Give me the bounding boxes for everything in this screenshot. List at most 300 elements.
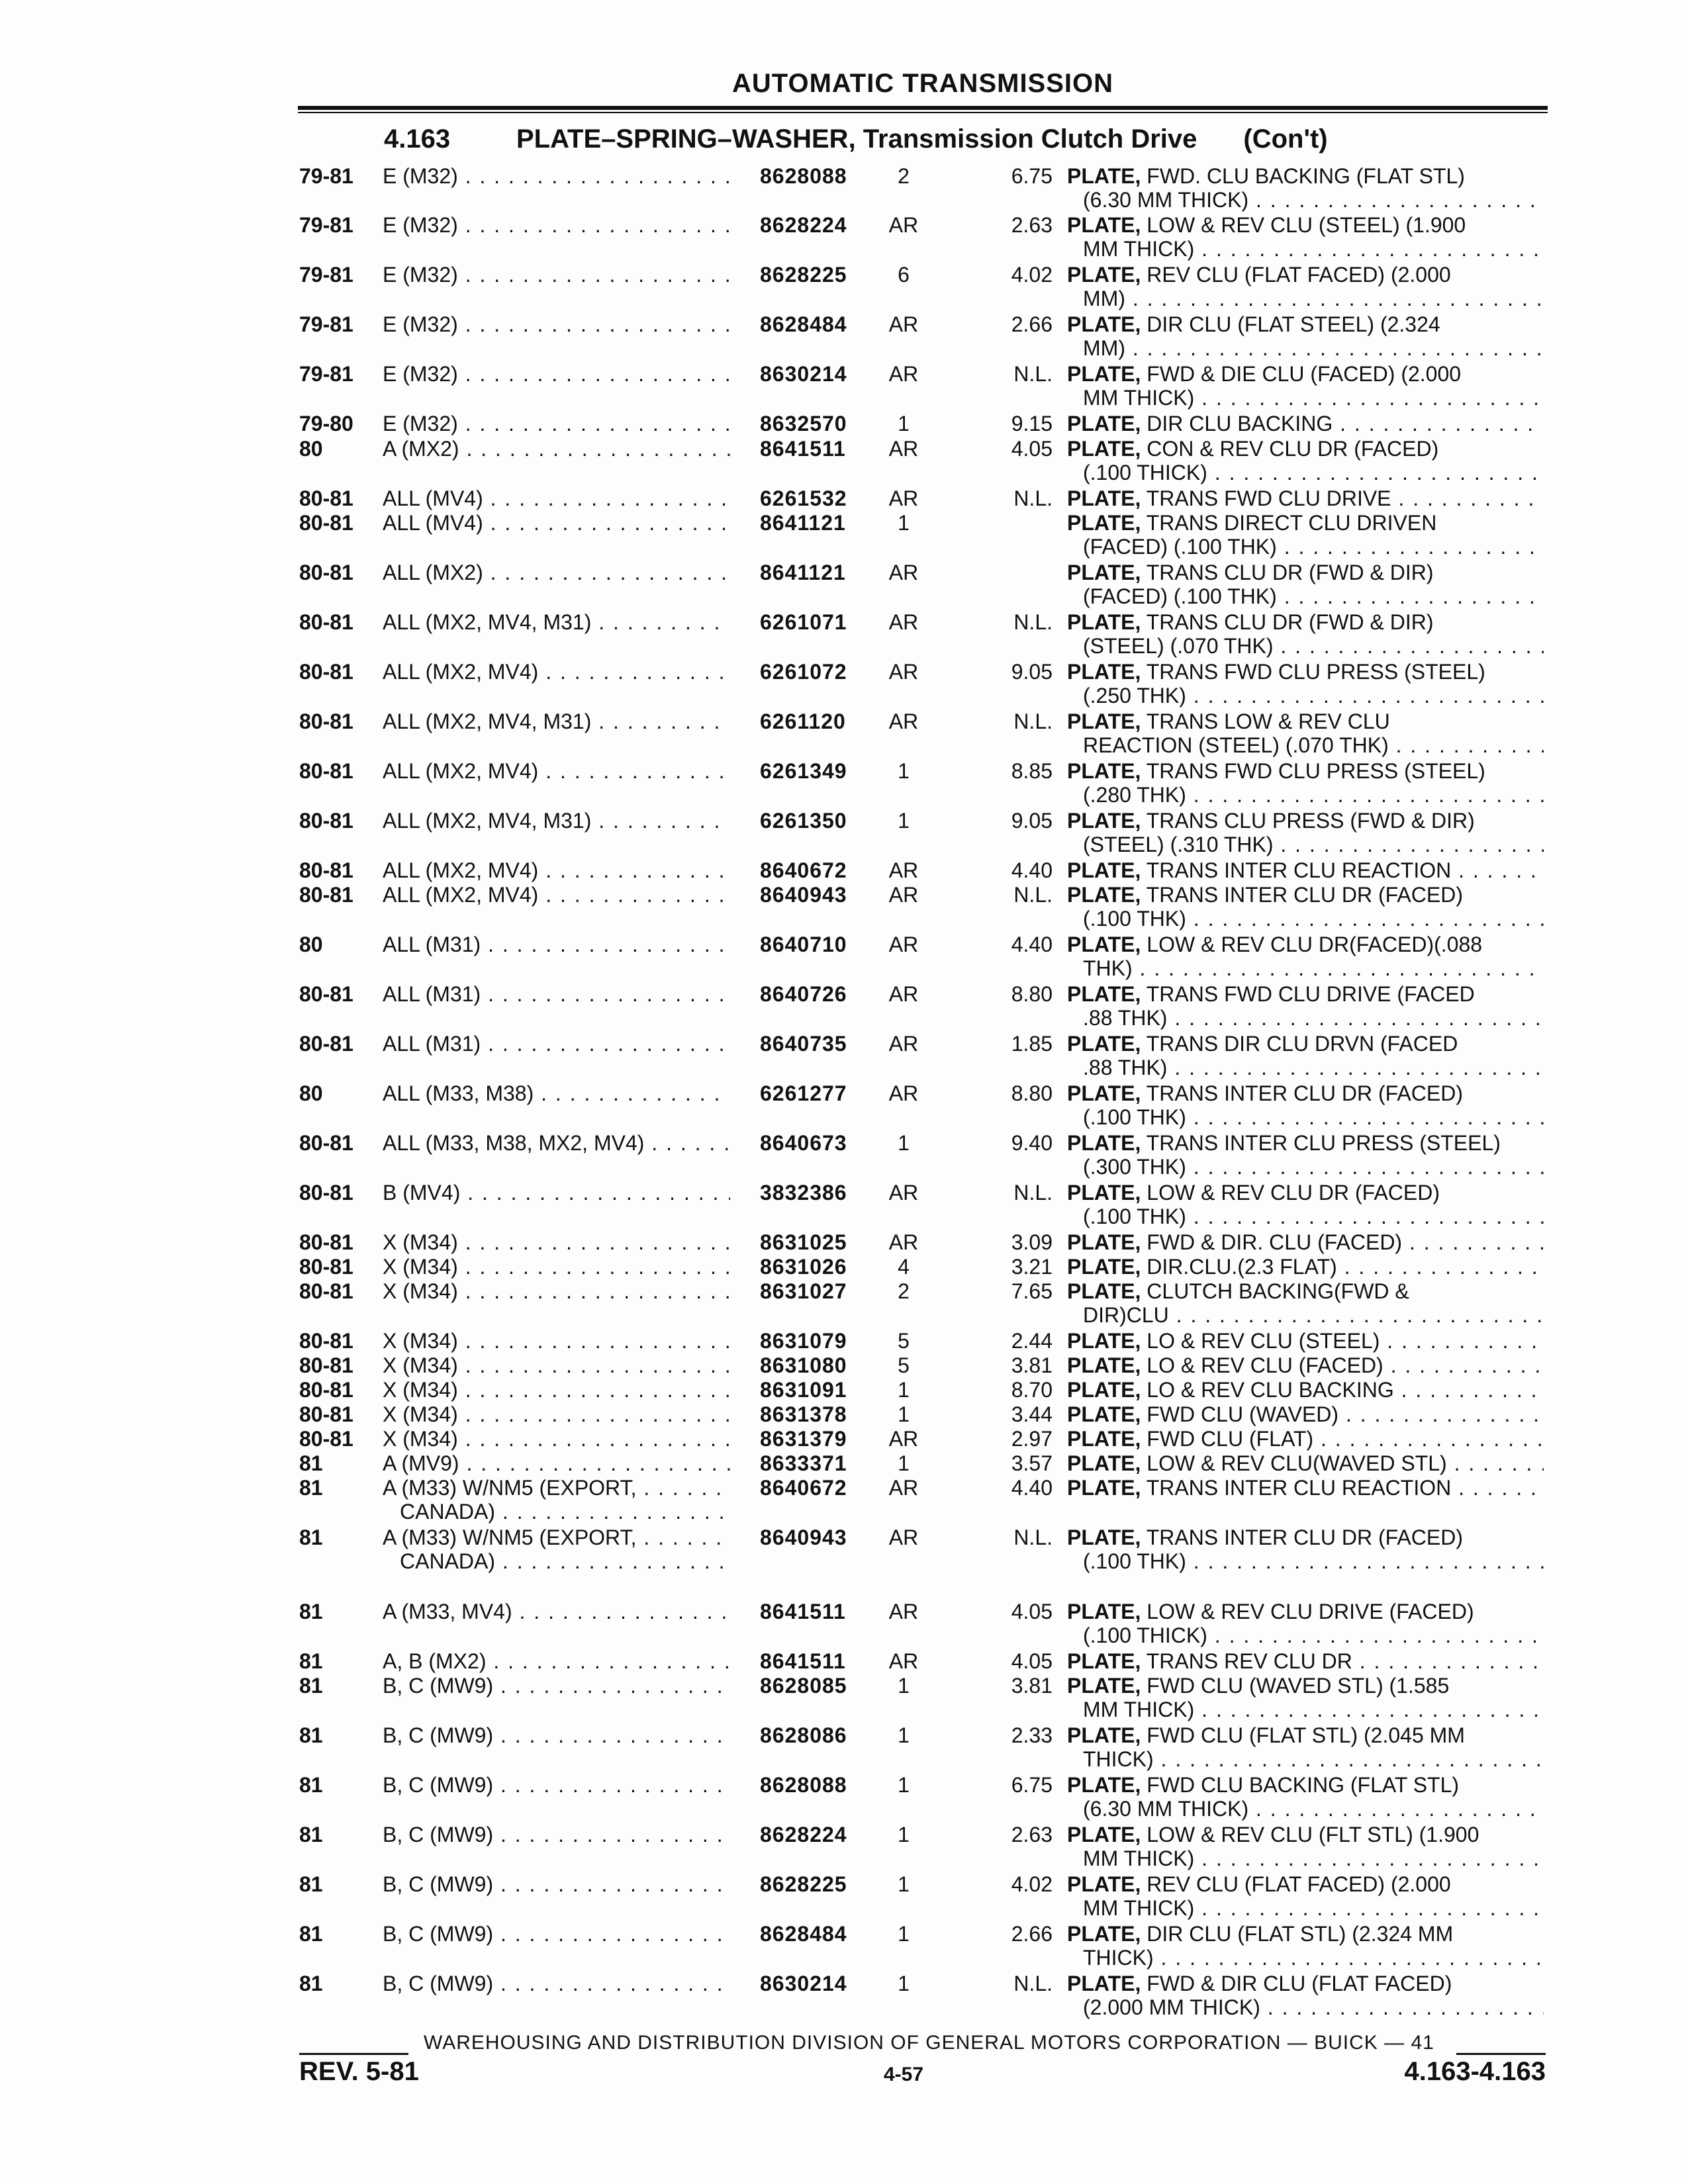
model-applicability: A (MV9) . . . bbox=[383, 1451, 730, 1475]
list-item bbox=[0, 1823, 1688, 1870]
description-line: PLATE, CLUTCH BACKING(FWD & bbox=[1067, 1279, 1409, 1303]
quantity: AR bbox=[888, 1081, 919, 1105]
part-number: 8640943 bbox=[760, 883, 847, 907]
description-line: PLATE, LOW & REV CLU (STEEL) (1.900 bbox=[1067, 213, 1466, 237]
model-year: 80-81 bbox=[299, 982, 353, 1006]
part-number: 8641511 bbox=[760, 1649, 846, 1673]
description-line: PLATE, LOW & REV CLU DRIVE (FACED) bbox=[1067, 1600, 1474, 1623]
model-year: 79-80 bbox=[299, 412, 353, 435]
model-applicability: B, C (MW9) . . . bbox=[383, 1972, 730, 1995]
price: 8.70 bbox=[1011, 1378, 1053, 1402]
description-line-cont: (FACED) (.100 THK) . . . bbox=[1067, 584, 1544, 608]
part-description bbox=[1067, 1279, 1544, 1327]
description-line-cont: (.100 THK) . . . bbox=[1067, 1549, 1544, 1573]
price: 9.05 bbox=[1011, 809, 1053, 833]
model-applicability: ALL (MX2, MV4) . . . bbox=[383, 883, 730, 907]
description-line: PLATE, TRANS INTER CLU REACTION . . . bbox=[1067, 858, 1544, 882]
part-number: 8633371 bbox=[760, 1451, 847, 1475]
model-year: 79-81 bbox=[299, 213, 353, 237]
list-item bbox=[0, 1279, 1688, 1327]
part-description bbox=[1067, 660, 1544, 707]
model-applicability: ALL (MX2, MV4) . . . bbox=[383, 759, 730, 783]
part-number: 6261350 bbox=[760, 809, 847, 833]
model-applicability: E (M32) . . . bbox=[383, 263, 730, 287]
description-line: PLATE, TRANS INTER CLU PRESS (STEEL) bbox=[1067, 1131, 1501, 1155]
price: 3.09 bbox=[1011, 1230, 1053, 1254]
model-year: 80-81 bbox=[299, 1181, 353, 1205]
part-description bbox=[1067, 1402, 1544, 1426]
model-year: 80-81 bbox=[299, 610, 353, 634]
description-line-cont: (.100 THK) . . . bbox=[1067, 907, 1544, 931]
description-line: PLATE, CON & REV CLU DR (FACED) bbox=[1067, 437, 1439, 461]
part-description bbox=[1067, 1649, 1544, 1673]
price: 2.66 bbox=[1011, 312, 1053, 336]
part-number: 8628484 bbox=[760, 312, 847, 336]
quantity: 1 bbox=[898, 1823, 910, 1846]
quantity: AR bbox=[888, 709, 919, 733]
description-line-cont: DIR)CLU . . . bbox=[1067, 1303, 1544, 1327]
part-description bbox=[1067, 362, 1544, 410]
quantity: AR bbox=[888, 486, 919, 510]
list-item bbox=[0, 1032, 1688, 1079]
quantity: 6 bbox=[898, 263, 910, 287]
description-line: PLATE, LOW & REV CLU DR(FACED)(.088 bbox=[1067, 933, 1483, 956]
description-line: PLATE, LOW & REV CLU(WAVED STL) . . . bbox=[1067, 1451, 1544, 1475]
part-description bbox=[1067, 1600, 1544, 1647]
list-item bbox=[0, 1972, 1688, 2019]
description-line-cont: (FACED) (.100 THK) . . . bbox=[1067, 535, 1544, 559]
description-line: PLATE, TRANS CLU DR (FWD & DIR) bbox=[1067, 561, 1434, 584]
description-line-cont: (STEEL) (.310 THK) . . . bbox=[1067, 833, 1544, 856]
description-line: PLATE, FWD & DIR CLU (FLAT FACED) bbox=[1067, 1972, 1452, 1995]
part-number: 8628225 bbox=[760, 1872, 847, 1896]
part-description bbox=[1067, 263, 1544, 310]
price: 3.44 bbox=[1011, 1402, 1053, 1426]
price: 2.66 bbox=[1011, 1922, 1053, 1946]
price: 3.81 bbox=[1011, 1674, 1053, 1698]
quantity: AR bbox=[888, 1032, 919, 1056]
price: 2.33 bbox=[1011, 1723, 1053, 1747]
part-number: 8631079 bbox=[760, 1329, 847, 1353]
quantity: 1 bbox=[898, 1451, 910, 1475]
revision-label: REV. 5-81 bbox=[299, 2057, 419, 2086]
part-description bbox=[1067, 809, 1544, 856]
quantity: 1 bbox=[898, 1131, 910, 1155]
model-year: 80 bbox=[299, 437, 323, 461]
part-number: 8628088 bbox=[760, 1773, 847, 1797]
part-number: 8640726 bbox=[760, 982, 847, 1006]
part-number: 8631080 bbox=[760, 1353, 847, 1377]
model-applicability: B, C (MW9) . . . bbox=[383, 1922, 730, 1946]
description-line: PLATE, LO & REV CLU (STEEL) . . . bbox=[1067, 1329, 1544, 1353]
quantity: 1 bbox=[898, 809, 910, 833]
model-year: 79-81 bbox=[299, 362, 353, 386]
price: N.L. bbox=[1013, 1525, 1053, 1549]
model-year: 79-81 bbox=[299, 164, 353, 188]
model-applicability: A (MX2) . . . bbox=[383, 437, 730, 461]
description-line: PLATE, FWD CLU (FLAT STL) (2.045 MM bbox=[1067, 1723, 1465, 1747]
description-line: PLATE, TRANS INTER CLU DR (FACED) bbox=[1067, 1525, 1463, 1549]
part-description bbox=[1067, 511, 1544, 559]
quantity: 1 bbox=[898, 1773, 910, 1797]
list-item bbox=[0, 610, 1688, 658]
part-description bbox=[1067, 1872, 1544, 1920]
model-year: 80-81 bbox=[299, 1378, 353, 1402]
description-line-cont: (.280 THK) . . . bbox=[1067, 783, 1544, 807]
part-description bbox=[1067, 1131, 1544, 1179]
quantity: AR bbox=[888, 1600, 919, 1623]
quantity: AR bbox=[888, 1525, 919, 1549]
quantity: AR bbox=[888, 1230, 919, 1254]
description-line: PLATE, TRANS CLU PRESS (FWD & DIR) bbox=[1067, 809, 1475, 833]
part-number: 8632570 bbox=[760, 412, 847, 435]
price: N.L. bbox=[1013, 610, 1053, 634]
list-item bbox=[0, 933, 1688, 980]
description-line: PLATE, TRANS DIR CLU DRVN (FACED bbox=[1067, 1032, 1458, 1056]
quantity: 5 bbox=[898, 1329, 910, 1353]
description-line-cont: MM THICK) . . . bbox=[1067, 237, 1544, 261]
list-item bbox=[0, 263, 1688, 310]
model-applicability: B, C (MW9) . . . bbox=[383, 1773, 730, 1797]
model-year: 81 bbox=[299, 1525, 323, 1549]
model-year: 80-81 bbox=[299, 486, 353, 510]
part-number: 8640672 bbox=[760, 858, 847, 882]
quantity: AR bbox=[888, 933, 919, 956]
model-year: 81 bbox=[299, 1674, 323, 1698]
description-line: PLATE, TRANS FWD CLU DRIVE (FACED bbox=[1067, 982, 1475, 1006]
description-line: PLATE, TRANS CLU DR (FWD & DIR) bbox=[1067, 610, 1434, 634]
description-line: PLATE, TRANS DIRECT CLU DRIVEN bbox=[1067, 511, 1437, 535]
list-item bbox=[0, 1081, 1688, 1129]
price: 7.65 bbox=[1011, 1279, 1053, 1303]
description-line: PLATE, DIR.CLU.(2.3 FLAT) . . . bbox=[1067, 1255, 1544, 1279]
model-year: 81 bbox=[299, 1600, 323, 1623]
part-number: 8631026 bbox=[760, 1255, 847, 1279]
footer-rule-right bbox=[1456, 2053, 1546, 2055]
list-item bbox=[0, 660, 1688, 707]
model-year: 81 bbox=[299, 1922, 323, 1946]
part-description bbox=[1067, 1922, 1544, 1970]
model-applicability: B, C (MW9) . . . bbox=[383, 1823, 730, 1846]
list-item bbox=[0, 213, 1688, 261]
part-description bbox=[1067, 1972, 1544, 2019]
price: 1.85 bbox=[1011, 1032, 1053, 1056]
price: 2.63 bbox=[1011, 1823, 1053, 1846]
price: N.L. bbox=[1013, 1972, 1053, 1995]
part-description bbox=[1067, 437, 1544, 484]
price: 2.97 bbox=[1011, 1427, 1053, 1451]
description-line: PLATE, FWD & DIE CLU (FACED) (2.000 bbox=[1067, 362, 1462, 386]
model-applicability: ALL (MX2) . . . bbox=[383, 561, 730, 584]
price: 9.40 bbox=[1011, 1131, 1053, 1155]
part-description bbox=[1067, 610, 1544, 658]
model-applicability: ALL (M31) . . . bbox=[383, 933, 730, 956]
description-line-cont: (.300 THK) . . . bbox=[1067, 1155, 1544, 1179]
part-description bbox=[1067, 1329, 1544, 1353]
quantity: 1 bbox=[898, 759, 910, 783]
price: N.L. bbox=[1013, 1181, 1053, 1205]
section-title: PLATE–SPRING–WASHER, Transmission Clutch Drive bbox=[516, 124, 1197, 154]
description-line-cont: REACTION (STEEL) (.070 THK) . . . bbox=[1067, 733, 1544, 757]
price: 3.57 bbox=[1011, 1451, 1053, 1475]
footer-division: WAREHOUSING AND DISTRIBUTION DIVISION OF GENERAL MOTORS CORPORATION — BUICK — 41 bbox=[424, 2032, 1434, 2054]
list-item bbox=[0, 1476, 1688, 1524]
model-year: 81 bbox=[299, 1451, 323, 1475]
price: 4.05 bbox=[1011, 437, 1053, 461]
description-line-cont: (.100 THICK) . . . bbox=[1067, 461, 1544, 484]
model-year: 81 bbox=[299, 1823, 323, 1846]
quantity: 4 bbox=[898, 1255, 910, 1279]
model-applicability: X (M34) . . . bbox=[383, 1353, 730, 1377]
section-range: 4.163-4.163 bbox=[1404, 2057, 1546, 2086]
description-line: PLATE, TRANS REV CLU DR . . . bbox=[1067, 1649, 1544, 1673]
model-applicability: ALL (MX2, MV4) . . . bbox=[383, 858, 730, 882]
price: 3.81 bbox=[1011, 1353, 1053, 1377]
quantity: 1 bbox=[898, 412, 910, 435]
description-line: PLATE, TRANS FWD CLU DRIVE . . . bbox=[1067, 486, 1544, 510]
part-description bbox=[1067, 1451, 1544, 1475]
part-description bbox=[1067, 759, 1544, 807]
description-line: PLATE, LO & REV CLU (FACED) . . . bbox=[1067, 1353, 1544, 1377]
quantity: 1 bbox=[898, 1723, 910, 1747]
quantity: AR bbox=[888, 660, 919, 684]
model-applicability: ALL (MX2, MV4, M31) . . . bbox=[383, 809, 730, 833]
model-applicability: ALL (MX2, MV4, M31) . . . bbox=[383, 610, 730, 634]
price: 2.63 bbox=[1011, 213, 1053, 237]
list-item bbox=[0, 1181, 1688, 1228]
part-number: 8628085 bbox=[760, 1674, 847, 1698]
part-description bbox=[1067, 883, 1544, 931]
description-line: PLATE, REV CLU (FLAT FACED) (2.000 bbox=[1067, 1872, 1451, 1896]
model-applicability: ALL (MV4) . . . bbox=[383, 511, 730, 535]
model-applicability: ALL (M31) . . . bbox=[383, 1032, 730, 1056]
model-applicability: A (M33) W/NM5 (EXPORT, . . . bbox=[383, 1525, 730, 1549]
part-number: 8628224 bbox=[760, 1823, 847, 1846]
model-applicability: B, C (MW9) . . . bbox=[383, 1674, 730, 1698]
quantity: 1 bbox=[898, 1972, 910, 1995]
part-number: 8641121 bbox=[760, 561, 846, 584]
model-applicability: X (M34) . . . bbox=[383, 1230, 730, 1254]
part-description bbox=[1067, 412, 1544, 435]
model-applicability: ALL (MX2, MV4, M31) . . . bbox=[383, 709, 730, 733]
part-description bbox=[1067, 164, 1544, 212]
model-applicability: ALL (M31) . . . bbox=[383, 982, 730, 1006]
model-year: 80-81 bbox=[299, 1131, 353, 1155]
description-line-cont: THICK) . . . bbox=[1067, 1747, 1544, 1771]
quantity: AR bbox=[888, 1649, 919, 1673]
model-year: 80-81 bbox=[299, 1032, 353, 1056]
price: 8.80 bbox=[1011, 982, 1053, 1006]
quantity: 1 bbox=[898, 1402, 910, 1426]
description-line: PLATE, FWD CLU (WAVED) . . . bbox=[1067, 1402, 1544, 1426]
model-applicability: A (M33, MV4) . . . bbox=[383, 1600, 730, 1623]
list-item bbox=[0, 1773, 1688, 1821]
part-number: 8640735 bbox=[760, 1032, 847, 1056]
price: N.L. bbox=[1013, 709, 1053, 733]
quantity: 5 bbox=[898, 1353, 910, 1377]
list-item bbox=[0, 362, 1688, 410]
list-item bbox=[0, 709, 1688, 757]
price: N.L. bbox=[1013, 883, 1053, 907]
model-applicability: X (M34) . . . bbox=[383, 1329, 730, 1353]
model-applicability: B (MV4) . . . bbox=[383, 1181, 730, 1205]
model-year: 80 bbox=[299, 1081, 323, 1105]
price: 4.05 bbox=[1011, 1649, 1053, 1673]
model-applicability: E (M32) . . . bbox=[383, 213, 730, 237]
list-item bbox=[0, 982, 1688, 1030]
section-continued: (Con't) bbox=[1243, 124, 1328, 154]
model-applicability: ALL (MX2, MV4) . . . bbox=[383, 660, 730, 684]
description-line: PLATE, DIR CLU (FLAT STEEL) (2.324 bbox=[1067, 312, 1440, 336]
model-applicability: E (M32) . . . bbox=[383, 412, 730, 435]
price: 9.05 bbox=[1011, 660, 1053, 684]
part-number: 8640710 bbox=[760, 933, 847, 956]
part-number: 8631027 bbox=[760, 1279, 847, 1303]
description-line-cont: MM THICK) . . . bbox=[1067, 1698, 1544, 1721]
quantity: AR bbox=[888, 883, 919, 907]
description-line: PLATE, FWD & DIR. CLU (FACED) . . . bbox=[1067, 1230, 1544, 1254]
quantity: AR bbox=[888, 213, 919, 237]
model-year: 81 bbox=[299, 1773, 323, 1797]
model-year: 80-81 bbox=[299, 759, 353, 783]
description-line: PLATE, DIR CLU (FLAT STL) (2.324 MM bbox=[1067, 1922, 1454, 1946]
quantity: AR bbox=[888, 1476, 919, 1500]
quantity: 1 bbox=[898, 1378, 910, 1402]
description-line: PLATE, LOW & REV CLU DR (FACED) bbox=[1067, 1181, 1440, 1205]
quantity: AR bbox=[888, 858, 919, 882]
part-number: 6261349 bbox=[760, 759, 847, 783]
model-applicability: ALL (MV4) . . . bbox=[383, 486, 730, 510]
list-item bbox=[0, 511, 1688, 559]
list-item bbox=[0, 437, 1688, 484]
model-year: 81 bbox=[299, 1476, 323, 1500]
model-year: 81 bbox=[299, 1649, 323, 1673]
description-line-cont: MM THICK) . . . bbox=[1067, 1846, 1544, 1870]
quantity: AR bbox=[888, 610, 919, 634]
list-item bbox=[0, 312, 1688, 360]
model-year: 80-81 bbox=[299, 1353, 353, 1377]
model-year: 80 bbox=[299, 933, 323, 956]
model-applicability: E (M32) . . . bbox=[383, 312, 730, 336]
model-year: 80-81 bbox=[299, 809, 353, 833]
quantity: 1 bbox=[898, 1922, 910, 1946]
model-year: 80-81 bbox=[299, 1279, 353, 1303]
part-number: 8628086 bbox=[760, 1723, 847, 1747]
description-line-cont: (STEEL) (.070 THK) . . . bbox=[1067, 634, 1544, 658]
part-number: 8641511 bbox=[760, 437, 846, 461]
part-number: 6261277 bbox=[760, 1081, 847, 1105]
part-description bbox=[1067, 1032, 1544, 1079]
part-number: 8641121 bbox=[760, 511, 846, 535]
description-line-cont: (.250 THK) . . . bbox=[1067, 684, 1544, 707]
model-year: 81 bbox=[299, 1723, 323, 1747]
price: 4.05 bbox=[1011, 1600, 1053, 1623]
part-description bbox=[1067, 858, 1544, 882]
quantity: 1 bbox=[898, 511, 910, 535]
part-number: 8628484 bbox=[760, 1922, 847, 1946]
page-number: 4-57 bbox=[884, 2064, 924, 2085]
model-applicability: A (M33) W/NM5 (EXPORT, . . . bbox=[383, 1476, 730, 1500]
description-line: PLATE, FWD CLU (WAVED STL) (1.585 bbox=[1067, 1674, 1450, 1698]
part-number: 8631091 bbox=[760, 1378, 847, 1402]
part-number: 6261071 bbox=[760, 610, 847, 634]
model-year: 80-81 bbox=[299, 709, 353, 733]
description-line-cont: (.100 THK) . . . bbox=[1067, 1105, 1544, 1129]
description-line: PLATE, FWD. CLU BACKING (FLAT STL) bbox=[1067, 164, 1465, 188]
description-line: PLATE, REV CLU (FLAT FACED) (2.000 bbox=[1067, 263, 1451, 287]
model-applicability: A, B (MX2) . . . bbox=[383, 1649, 730, 1673]
part-description bbox=[1067, 1773, 1544, 1821]
model-year: 80-81 bbox=[299, 660, 353, 684]
price: 4.40 bbox=[1011, 933, 1053, 956]
part-description bbox=[1067, 312, 1544, 360]
part-number: 8628088 bbox=[760, 164, 847, 188]
model-year: 80-81 bbox=[299, 1230, 353, 1254]
page-title: AUTOMATIC TRANSMISSION bbox=[731, 69, 1114, 98]
part-description bbox=[1067, 213, 1544, 261]
model-applicability: X (M34) . . . bbox=[383, 1427, 730, 1451]
description-line: PLATE, LO & REV CLU BACKING . . . bbox=[1067, 1378, 1544, 1402]
description-line-cont: (.100 THICK) . . . bbox=[1067, 1623, 1544, 1647]
part-description bbox=[1067, 1255, 1544, 1279]
part-number: 8628225 bbox=[760, 263, 847, 287]
model-applicability-cont: CANADA) . . . bbox=[400, 1549, 731, 1573]
model-year: 79-81 bbox=[299, 263, 353, 287]
quantity: 1 bbox=[898, 1674, 910, 1698]
description-line-cont: (6.30 MM THICK) . . . bbox=[1067, 1797, 1544, 1821]
part-description bbox=[1067, 709, 1544, 757]
list-item bbox=[0, 1922, 1688, 1970]
quantity: AR bbox=[888, 1427, 919, 1451]
part-number: 6261120 bbox=[760, 709, 846, 733]
part-number: 8641511 bbox=[760, 1600, 846, 1623]
description-line: PLATE, TRANS LOW & REV CLU bbox=[1067, 709, 1390, 733]
list-item bbox=[0, 883, 1688, 931]
model-applicability: X (M34) . . . bbox=[383, 1378, 730, 1402]
model-applicability: E (M32) . . . bbox=[383, 362, 730, 386]
description-line: PLATE, TRANS FWD CLU PRESS (STEEL) bbox=[1067, 660, 1485, 684]
model-year: 81 bbox=[299, 1872, 323, 1896]
part-description bbox=[1067, 1230, 1544, 1254]
part-number: 8630214 bbox=[760, 1972, 847, 1995]
part-number: 6261072 bbox=[760, 660, 847, 684]
part-description bbox=[1067, 1181, 1544, 1228]
part-number: 8631025 bbox=[760, 1230, 847, 1254]
price: 8.80 bbox=[1011, 1081, 1053, 1105]
model-applicability: B, C (MW9) . . . bbox=[383, 1723, 730, 1747]
price: 4.40 bbox=[1011, 1476, 1053, 1500]
list-item bbox=[0, 1600, 1688, 1647]
description-line-cont: THK) . . . bbox=[1067, 956, 1544, 980]
description-line: PLATE, TRANS INTER CLU REACTION . . . bbox=[1067, 1476, 1544, 1500]
price: 3.21 bbox=[1011, 1255, 1053, 1279]
part-description bbox=[1067, 1723, 1544, 1771]
model-applicability: E (M32) . . . bbox=[383, 164, 730, 188]
description-line: PLATE, FWD CLU (FLAT) . . . bbox=[1067, 1427, 1544, 1451]
part-description bbox=[1067, 982, 1544, 1030]
description-line: PLATE, LOW & REV CLU (FLT STL) (1.900 bbox=[1067, 1823, 1479, 1846]
description-line-cont: .88 THK) . . . bbox=[1067, 1056, 1544, 1079]
quantity: AR bbox=[888, 362, 919, 386]
quantity: 2 bbox=[898, 164, 910, 188]
model-applicability: ALL (M33, M38) . . . bbox=[383, 1081, 730, 1105]
description-line-cont: MM) . . . bbox=[1067, 287, 1544, 310]
part-description bbox=[1067, 1525, 1544, 1573]
price: 9.15 bbox=[1011, 412, 1053, 435]
list-item bbox=[0, 1872, 1688, 1920]
model-applicability: B, C (MW9) . . . bbox=[383, 1872, 730, 1896]
list-item bbox=[0, 1131, 1688, 1179]
